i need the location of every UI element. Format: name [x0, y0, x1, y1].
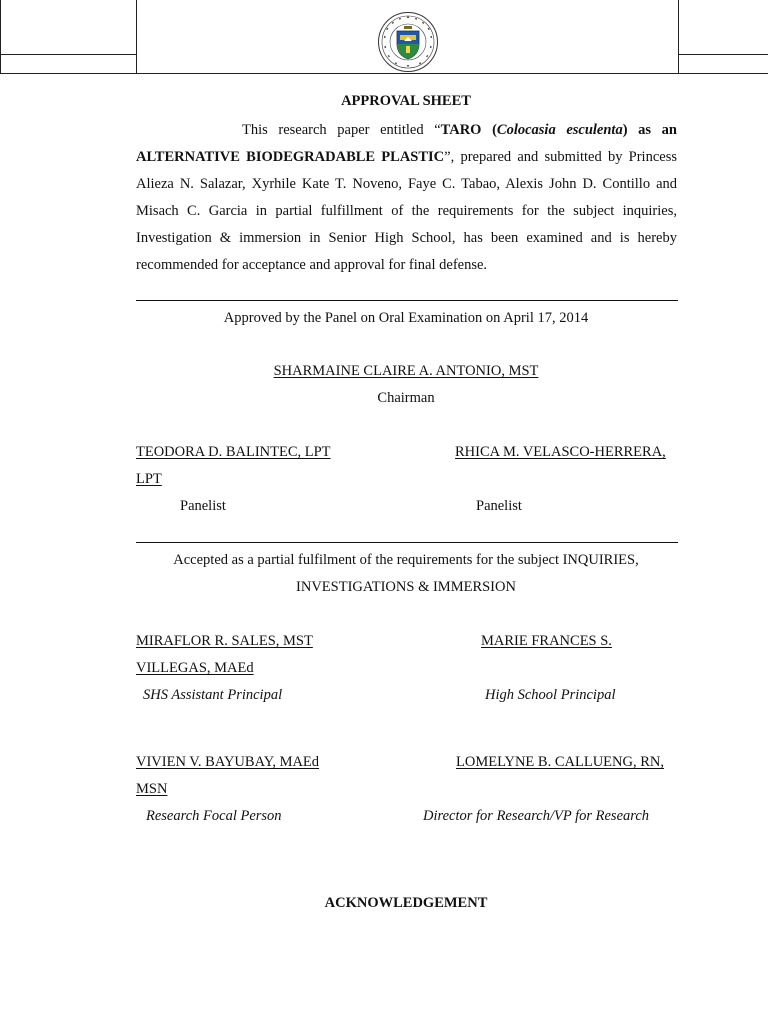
panelist-2-name: RHICA M. VELASCO-HERRERA,: [455, 444, 666, 460]
research-2-name: LOMELYNE B. CALLUENG, RN,: [456, 754, 664, 770]
paragraph-title-bold-2: ) as an ALTERNATIVE BIODEGRADABLE PLASTIC: [136, 122, 677, 165]
paragraph-title-italic: Colocasia esculenta: [496, 122, 623, 138]
approval-sheet-title: APPROVAL SHEET: [341, 93, 471, 109]
research-1-name: VIVIEN V. BAYUBAY, MAEd: [136, 754, 320, 770]
paragraph-rest: ”, prepared and submitted by Princess Alieza N. Salazar, Xyrhile Kate T. Noveno, Faye C. Tabao, Alexis John D. Contillo and Misach C. Garcia in partial fulfillment of the requirements for the subject inquiries, Investigation & immersion in Senior High School, has been examined and is hereby recommended for acceptance and approval for final defense.: [136, 149, 677, 273]
research-1-name-continued: MSN: [136, 781, 168, 797]
research-2-role: Director for Research/VP for Research: [423, 808, 650, 824]
header-left-border: [0, 0, 1, 74]
chairman-role: Chairman: [377, 390, 435, 406]
acknowledgement-heading: ACKNOWLEDGEMENT: [324, 895, 488, 911]
chairman-name: SHARMAINE CLAIRE A. ANTONIO, MST: [273, 363, 539, 379]
paragraph-intro: This research paper entitled “: [242, 122, 441, 138]
header-left-divider-2: [136, 0, 137, 74]
principal-2-role: High School Principal: [485, 687, 616, 703]
divider-bottom: [136, 542, 678, 543]
principal-1-name: MIRAFLOR R. SALES, MST: [136, 633, 313, 649]
approval-paragraph: [136, 117, 677, 279]
paragraph-title-bold-1: TARO (: [440, 122, 497, 138]
acceptance-line-2: INVESTIGATIONS & IMMERSION: [296, 579, 516, 595]
panelist-1-role: Panelist: [180, 498, 226, 514]
approval-line: Approved by the Panel on Oral Examination on April 17, 2014: [223, 310, 589, 326]
panelist-1-name-continued: LPT: [136, 471, 162, 487]
acceptance-line-1: Accepted as a partial fulfilment of the requirements for the subject INQUIRIES,: [173, 552, 639, 568]
header-right-rule: [678, 54, 768, 55]
divider-top: [136, 300, 678, 301]
header-left-divider: [0, 54, 136, 55]
header-right-divider: [678, 0, 679, 74]
university-seal-logo: [377, 11, 439, 73]
research-1-role: Research Focal Person: [146, 808, 282, 824]
header-bottom-line: [0, 73, 768, 74]
panelist-2-role: Panelist: [476, 498, 522, 514]
principal-1-name-continued: VILLEGAS, MAEd: [136, 660, 254, 676]
panelist-1-name: TEODORA D. BALINTEC, LPT: [136, 444, 331, 460]
principal-1-role: SHS Assistant Principal: [143, 687, 283, 703]
principal-2-name: MARIE FRANCES S.: [481, 633, 612, 649]
